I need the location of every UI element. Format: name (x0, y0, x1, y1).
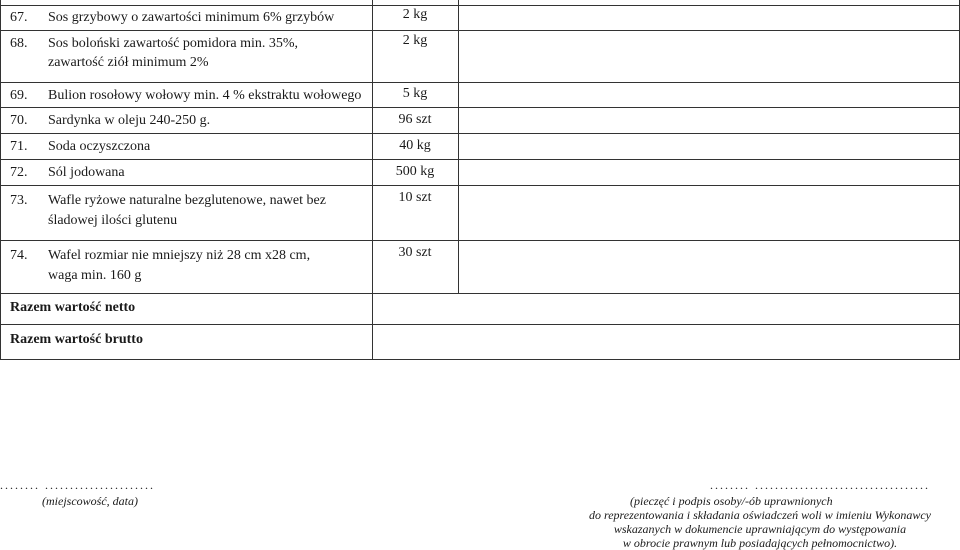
signature-caption-line: do reprezentowania i składania oświadczeń woli w imieniu Wykonawcy (589, 508, 931, 522)
gross-total-label: Razem wartość brutto (10, 332, 143, 347)
row-name: Wafel rozmiar nie mniejszy niż 28 cm x28 cm, (48, 248, 311, 263)
row-number: 74. (10, 248, 28, 263)
row-qty: 30 szt (398, 245, 432, 260)
row-divider (0, 293, 960, 294)
row-number: 70. (10, 113, 28, 128)
row-qty: 96 szt (398, 112, 432, 127)
row-divider (0, 240, 960, 241)
row-divider (0, 82, 960, 83)
signature-dots: ........ ................................... (710, 478, 930, 492)
row-number: 69. (10, 88, 28, 103)
row-number: 68. (10, 36, 28, 51)
signature-caption-line: (pieczęć i podpis osoby/-ób uprawnionych (630, 494, 833, 508)
net-total-label: Razem wartość netto (10, 300, 136, 315)
row-name: Sos boloński zawartość pomidora min. 35%, (48, 36, 299, 51)
column-divider (0, 0, 1, 360)
row-name: Sardynka w oleju 240-250 g. (48, 113, 211, 128)
row-divider (0, 359, 960, 360)
row-divider (0, 133, 960, 134)
signature-block (560, 478, 960, 550)
row-number: 67. (10, 10, 28, 25)
row-name: Wafle ryżowe naturalne bezglutenowe, nawet bez (48, 193, 326, 208)
row-qty: 2 kg (402, 33, 428, 48)
row-name: śladowej ilości glutenu (48, 213, 178, 228)
row-qty: 500 kg (395, 164, 435, 179)
place-date-caption: (miejscowość, data) (42, 494, 138, 508)
row-divider (0, 30, 960, 31)
place-date-dots: ........ ...................... (0, 478, 155, 492)
row-divider (0, 185, 960, 186)
row-divider (0, 159, 960, 160)
row-divider (0, 5, 960, 6)
row-name: Sos grzybowy o zawartości minimum 6% grzybów (48, 10, 335, 25)
column-divider (458, 0, 459, 294)
row-number: 71. (10, 139, 28, 154)
row-divider (0, 107, 960, 108)
signature-caption-line: wskazanych w dokumencie uprawniającym do występowania (613, 522, 907, 536)
row-qty: 5 kg (402, 86, 428, 101)
row-name: zawartość ziół minimum 2% (48, 55, 209, 70)
row-name: Bulion rosołowy wołowy min. 4 % ekstraktu wołowego (48, 88, 362, 103)
place-date-block (0, 478, 200, 508)
signature-caption-line: w obrocie prawnym lub posiadających pełnomocnictwo). (622, 536, 898, 550)
row-number: 73. (10, 193, 28, 208)
row-qty: 10 szt (398, 190, 432, 205)
row-name: Sól jodowana (48, 165, 125, 180)
row-qty: 40 kg (399, 138, 431, 153)
row-qty: 2 kg (402, 7, 428, 22)
row-name: Soda oczyszczona (48, 139, 151, 154)
row-divider (0, 324, 960, 325)
row-name: waga min. 160 g (48, 268, 142, 283)
row-number: 72. (10, 165, 28, 180)
